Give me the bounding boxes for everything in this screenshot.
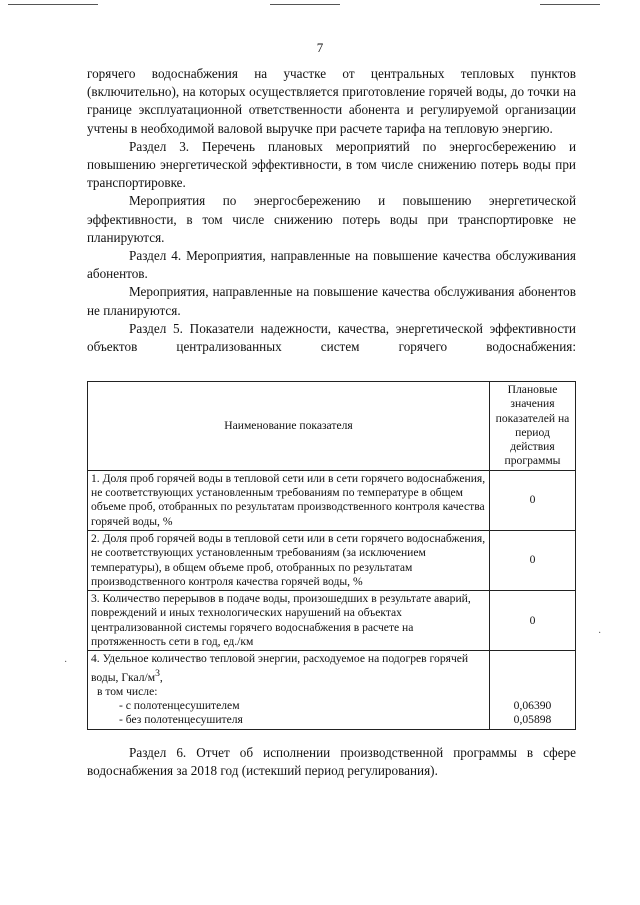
table-row (88, 651, 576, 729)
indicator-4-title: 4. Удельное количество тепловой энергии, расходуемое на подогрев горячей воды, Гкал/м (91, 652, 469, 684)
section-3-heading: Раздел 3. Перечень плановых мероприятий по энергосбережению и повышению энергетической эффективности, в том числе снижению потерь воды при транспортировке. (87, 138, 576, 191)
indicator-name: 2. Доля проб горячей воды в тепловой сети или в сети горячего водоснабжения, не соответствующих установленным требованиям (за исключением температуры), в общем объеме проб, отобранных по результатам производственного контроля качества горячей воды, % (88, 530, 490, 590)
header-planned-values: Плановые значения показателей на период действия программы (490, 382, 576, 471)
header-indicator-name: Наименование показателя (88, 382, 490, 471)
body-text (87, 65, 576, 356)
scan-artifact-line (270, 4, 340, 5)
scan-artifact-dot: · (64, 657, 68, 668)
scan-artifact-line (540, 4, 600, 5)
indicator-name (88, 651, 490, 729)
section-5-heading: Раздел 5. Показатели надежности, качества, энергетической эффективности объектов централизованных систем горячего водоснабжения: (87, 320, 576, 355)
unit-superscript: 3 (155, 667, 160, 679)
indicators-table (87, 381, 576, 730)
table-row (88, 591, 576, 651)
section-4-text: Мероприятия, направленные на повышение качества обслуживания абонентов не планируются. (87, 284, 576, 318)
title-comma: , (159, 670, 163, 684)
value-without-towel-dryer: 0,05898 (513, 713, 552, 727)
table-row (88, 470, 576, 530)
indicator-value: 0 (490, 530, 576, 590)
indicator-value: 0 (490, 591, 576, 651)
scan-artifact-dot: · (598, 628, 602, 639)
indicator-name: 1. Доля проб горячей воды в тепловой сети или в сети горячего водоснабжения, не соответствующих установленным требованиям по температуре в общем объеме проб, отобранных по результатам производственного контроля качества горячей воды, % (88, 470, 490, 530)
value-with-towel-dryer: 0,06390 (513, 699, 552, 713)
scan-artifact-line (8, 4, 98, 5)
indicator-value: 0 (490, 470, 576, 530)
table-row (88, 530, 576, 590)
sub-item-without-towel-dryer: - без полотенцесушителя (119, 713, 243, 727)
indicator-name: 3. Количество перерывов в подаче воды, произошедших в результате аварий, повреждений и иных технологических нарушений на объектах централизованной системы горячего водоснабжения в расчете на протяженность сети в год, ед./км (88, 591, 490, 651)
section-4-heading: Раздел 4. Мероприятия, направленные на повышение качества обслуживания абонентов. (87, 248, 576, 282)
section-6-heading: Раздел 6. Отчет об исполнении производственной программы в сфере водоснабжения за 2018 год (истекший период регулирования). (87, 745, 576, 779)
paragraph-continuation: горячего водоснабжения на участке от центральных тепловых пунктов (включительно), на которых осуществляется приготовление горячей воды, до точки на границе эксплуатационной ответственности абонента и регулируемой организации учтены в необходимой валовой выручке при расчете тарифа на тепловую энергию. (87, 66, 576, 136)
sub-item-with-towel-dryer: - с полотенцесушителем (119, 699, 240, 713)
page-number: 7 (316, 40, 324, 55)
including-label: в том числе: (97, 684, 158, 698)
section-3-text: Мероприятия по энергосбережению и повышению энергетической эффективности, в том числе снижению потерь воды при транспортировке не планируются. (87, 193, 576, 245)
indicator-value (490, 651, 576, 729)
section-6-block (87, 744, 576, 780)
table-header-row (88, 382, 576, 471)
